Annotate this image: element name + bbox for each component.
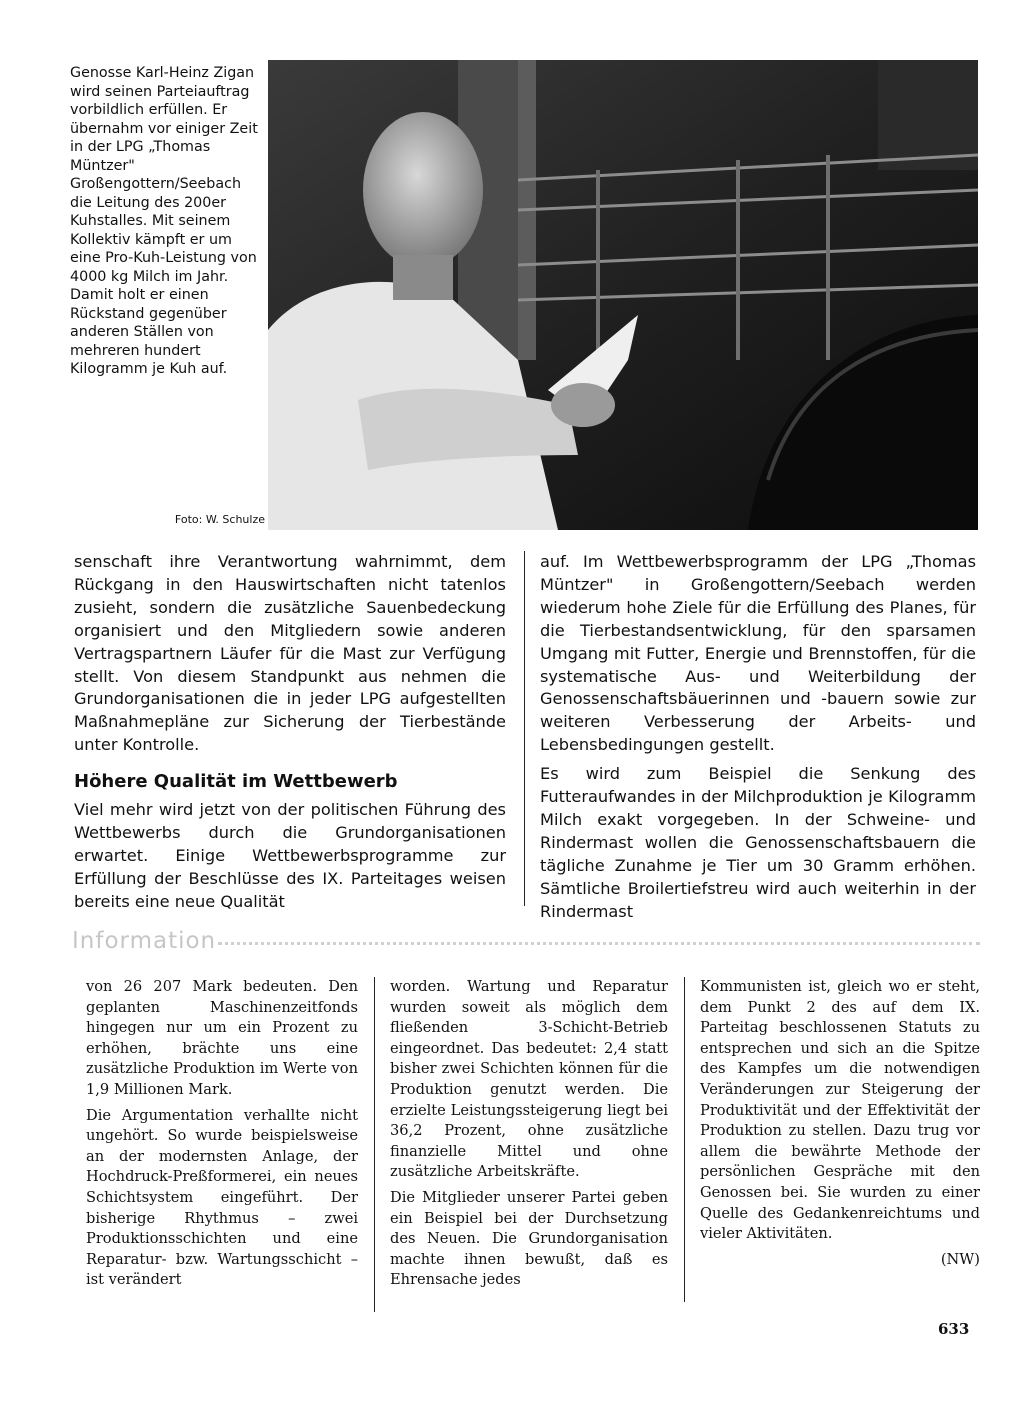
information-rule (218, 942, 980, 945)
info-paragraph: Kommunisten ist, gleich wo er steht, dem Punkt 2 des auf dem IX. Parteitag beschlossenen Statuts zu entsprechen und sich an die Spitze des Kampfes um die notwendigen Veränderungen zur Steigerung der Produktivität und der Effektivität der Produktion zu stellen. Dazu trug vor allem die bewährte Methode der persönlichen Gespräche mit den Genossen bei. Sie wurden zu einer Quelle des Gedankenreichtums und vieler Aktivitäten. (700, 978, 980, 1243)
photo-caption: Genosse Karl-Heinz Zigan wird seinen Parteiauftrag vorbildlich erfüllen. Er übernahm vor einiger Zeit in der LPG „Thomas Müntzer" Großengottern/Seebach die Leitung des 200er Kuhstalles. Mit seinem Kollektiv kämpft er um eine Pro-Kuh-Leistung von 4000 kg Milch im Jahr. Damit holt er einen Rückstand gegenüber anderen Ställen von mehreren hundert Kilogramm je Kuh auf. (70, 65, 258, 377)
info-column-2 (390, 977, 668, 1295)
photo-credit: Foto: W. Schulze (174, 513, 265, 526)
article-paragraph: auf. Im Wettbewerbsprogramm der LPG „Thomas Müntzer" in Großengottern/Seebach werden wiederum hohe Ziele für die Erfüllung des Planes, für die Tierbestandsentwicklung, für den sparsamen Umgang mit Futter, Energie und Brennstoffen, für die systematische Aus- und Weiterbildung der Genossenschaftsbäuerinnen und -bauern sowie zur weiteren Verbesserung der Arbeits- und Lebensbedingungen gestellt. (540, 552, 976, 755)
info-column-3 (700, 977, 980, 1268)
column-divider (524, 551, 525, 906)
info-paragraph: von 26 207 Mark bedeuten. Den geplanten Maschinenzeitfonds hingegen nur um ein Prozent zu erhöhen, brächte uns eine zusätzliche Produktion im Werte von 1,9 Millionen Mark. (86, 978, 358, 1098)
column-divider (684, 977, 685, 1302)
info-column-1 (86, 977, 358, 1315)
article-paragraph: senschaft ihre Verantwortung wahrnimmt, dem Rückgang in den Hauswirtschaften nicht tatenlos zusieht, sondern die zusätzliche Sauenbedeckung organisiert und den Mitgliedern sowie anderen Vertragspartnern Läufer für die Mast zur Verfügung stellt. Von diesem Standpunkt aus nehmen die Grundorganisationen die in jeder LPG aufgestellten Maßnahmepläne zur Sicherung der Tierbestände unter Kontrolle. (74, 552, 506, 755)
article-paragraph: Viel mehr wird jetzt von der politischen Führung des Wettbewerbs durch die Grundorganisationen erwartet. Einige Wettbewerbsprogramme zur Erfüllung der Beschlüsse des IX. Parteitages weisen bereits eine neue Qualität (74, 800, 506, 911)
column-divider (374, 977, 375, 1312)
signoff: (NW) (940, 1250, 980, 1268)
info-paragraph: Die Mitglieder unserer Partei geben ein Beispiel bei der Durchsetzung des Neuen. Die Grundorganisation machte ihnen bewußt, daß es Ehrensache jedes (390, 1188, 668, 1289)
page-number: 633 (938, 1320, 970, 1338)
info-paragraph: Die Argumentation verhallte nicht ungehört. So wurde beispielsweise an der modernsten Anlage, der Hochdruck-Preßformerei, ein neues Schichtsystem eingeführt. Der bisherige Rhythmus – zwei Produktionsschichten und eine Reparatur- bzw. Wartungsschicht – ist verändert (86, 1106, 358, 1289)
info-paragraph: worden. Wartung und Reparatur wurden soweit als möglich dem fließenden 3-Schicht-Betrieb eingeordnet. Das bedeutet: 2,4 statt bisher zwei Schichten können für die Produktion genutzt werden. Die erzielte Leistungssteigerung liegt bei 36,2 Prozent, ohne zusätzliche finanzielle Mittel und ohne zusätzliche Arbeitskräfte. (390, 978, 668, 1181)
article-column-left (74, 551, 506, 911)
article-paragraph: Es wird zum Beispiel die Senkung des Futteraufwandes in der Milchproduktion je Kilogramm Milch exakt vorgegeben. In der Schweine- und Rindermast wollen die Genossenschaftsbauern die tägliche Zunahme je Tier um 30 Gramm erhöhen. Sämtliche Broilertiefstreu wird auch weiterhin in der Rindermast (540, 764, 976, 921)
information-label: Information (72, 928, 217, 954)
photo (268, 60, 978, 530)
photo-illustration (268, 60, 978, 530)
section-heading: Höhere Qualität im Wettbewerb (74, 771, 398, 793)
article-column-right (540, 551, 976, 921)
